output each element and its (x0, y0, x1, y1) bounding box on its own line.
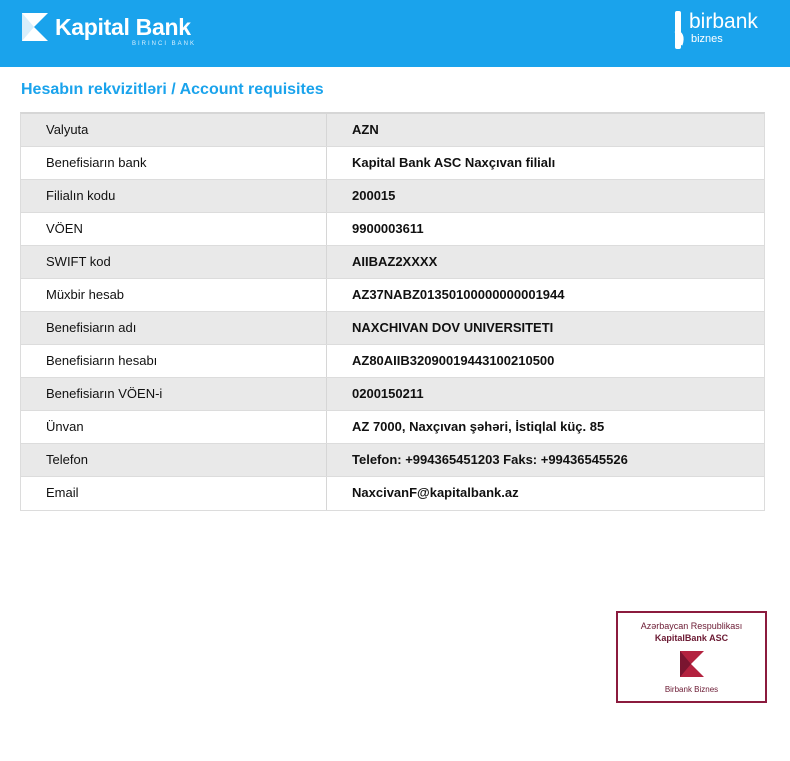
row-value: 9900003611 (352, 221, 424, 236)
table-row (21, 444, 764, 477)
table-row (21, 345, 764, 378)
partner-name: birbank (689, 10, 758, 33)
row-label: Email (21, 477, 327, 510)
kapital-bank-logo (22, 13, 197, 53)
row-label: Benefisiarın bank (21, 147, 327, 179)
partner-sub: biznes (691, 33, 723, 45)
birbank-mark-icon (672, 11, 686, 49)
table-row (21, 213, 764, 246)
table-row (21, 114, 764, 147)
birbank-biznes-logo (672, 10, 772, 50)
brand-name: Kapital Bank (55, 14, 191, 40)
row-label: VÖEN (21, 213, 327, 245)
row-label: Benefisiarın hesabı (21, 345, 327, 377)
table-row (21, 411, 764, 444)
row-value: Kapital Bank ASC Naxçıvan filialı (352, 155, 556, 170)
row-value: NaxcivanF@kapitalbank.az (352, 485, 519, 500)
row-value: AZ37NABZ01350100000000001944 (352, 287, 565, 302)
row-value: 200015 (352, 188, 396, 203)
page-title: Hesabın rekvizitləri / Account requisites (21, 81, 324, 98)
row-label: Benefisiarın VÖEN-i (21, 378, 327, 410)
kapital-bank-k-icon (22, 13, 48, 41)
table-row (21, 312, 764, 345)
brand-tagline: BIRINCI BANK (132, 41, 197, 47)
row-value: 0200150211 (352, 386, 424, 401)
row-label: Telefon (21, 444, 327, 476)
table-row (21, 147, 764, 180)
row-label: SWIFT kod (21, 246, 327, 278)
table-row (21, 279, 764, 312)
stamp-country: Azərbaycan Respublikası (640, 621, 743, 631)
row-value: Telefon: +994365451203 Faks: +99436545526 (352, 452, 628, 467)
row-label: Müxbir hesab (21, 279, 327, 311)
kapital-bank-k-icon (680, 651, 706, 677)
table-row (21, 246, 764, 279)
row-value: NAXCHIVAN DOV UNIVERSITETI (352, 320, 554, 335)
requisites-table (20, 112, 765, 511)
table-row (21, 477, 764, 510)
table-row (21, 378, 764, 411)
row-value: AZN (352, 122, 379, 137)
table-row (21, 180, 764, 213)
stamp-brand: Birbank Biznes (664, 685, 719, 694)
row-label: Filialın kodu (21, 180, 327, 212)
row-label: Benefisiarın adı (21, 312, 327, 344)
row-value: AZ80AIIB32090019443100210500 (352, 353, 555, 368)
row-value: AZ 7000, Naxçıvan şəhəri, İstiqlal küç. 85 (352, 419, 605, 434)
header-bar (0, 0, 790, 67)
row-label: Valyuta (21, 114, 327, 146)
row-label: Ünvan (21, 411, 327, 443)
stamp-bank: KapitalBank ASC (654, 633, 729, 643)
bank-stamp (616, 611, 767, 703)
row-value: AIIBAZ2XXXX (352, 254, 438, 269)
